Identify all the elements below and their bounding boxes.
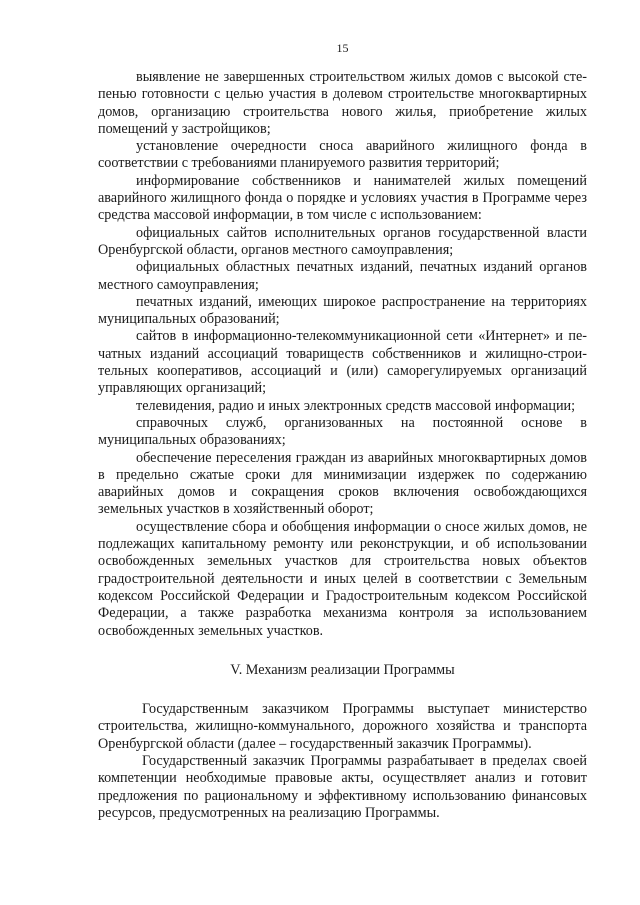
list-paragraph: официальных областных печатных изданий, печатных изданий органов местного самоуправления; xyxy=(98,259,587,293)
list-paragraph: официальных сайтов исполнительных органов государственной власти Оренбургской области, органов местного самоуправления; xyxy=(98,224,587,258)
list-paragraph: установление очередности сноса аварийного жилищного фонда в соответствии с требованиями планируемого развития территорий; xyxy=(98,138,587,172)
list-paragraph: справочных служб, организованных на постоянной основе в муниципальных образованиях; xyxy=(98,414,587,449)
list-paragraph: информирование собственников и нанимателей жилых помещений аварийного жилищного фонда о порядке и условиях участия в Программе через средства массовой информации, в том числе с использованием: xyxy=(98,172,587,224)
list-paragraph: выявление не завершенных строительством жилых домов с высокой степенью готовности с целью участия в долевом строительстве многоквартирных домов, организацию строительства нового жилья, приобретение жилых помещений у застройщиков; xyxy=(98,69,587,137)
list-paragraph: телевидения, радио и иных электронных средств массовой информации; xyxy=(136,397,576,414)
section-paragraph: Государственный заказчик Программы разрабатывает в пределах своей компетенции необходимые правовые акты, осуществляет анализ и готовит предложения по рациональному и эффективному использованию финансовых ресурсов, предусмотренных на реализацию Программы. xyxy=(98,752,587,821)
section-body xyxy=(98,701,587,822)
measures-list xyxy=(98,69,587,640)
list-paragraph: сайтов в информационно-телекоммуникационной сети «Интернет» и печатных изданий ассоциаций товариществ собственников и жилищно-строительных кооперативов, ассоциаций и (или) саморегулируемых организаций управляющих организаций; xyxy=(98,328,587,397)
document-body xyxy=(98,69,587,822)
list-paragraph: печатных изданий, имеющих широкое распространение на территориях муниципальных образований; xyxy=(98,293,587,328)
list-paragraph: обеспечение переселения граждан из аварийных многоквартирных домов в предельно сжатые сроки для минимизации издержек по содержанию аварийных домов и сокращения сроков включения освобождающихся земельных участков в хозяйственный оборот; xyxy=(98,449,587,518)
list-paragraph: осуществление сбора и обобщения информации о сносе жилых домов, не подлежащих капитальному ремонту или реконструкции, и об использовании освобожденных земельных участков для строительства новых объектов градостроительной деятельности и иных целей в соответствии с Земельным кодексом Российской Федерации и Градостроительным кодексом Российской Федерации, а также разработка механизма контроля за использованием освобожденных земельных участков. xyxy=(98,518,587,639)
section-heading: V. Механизм реализации Программы xyxy=(230,661,455,678)
page-number: 15 xyxy=(336,41,349,55)
section-paragraph: Государственным заказчиком Программы выступает министерство строительства, жилищно-коммунального, дорожного хозяйства и транспорта Оренбургской области (далее – государственный заказчик Программы). xyxy=(98,701,587,752)
